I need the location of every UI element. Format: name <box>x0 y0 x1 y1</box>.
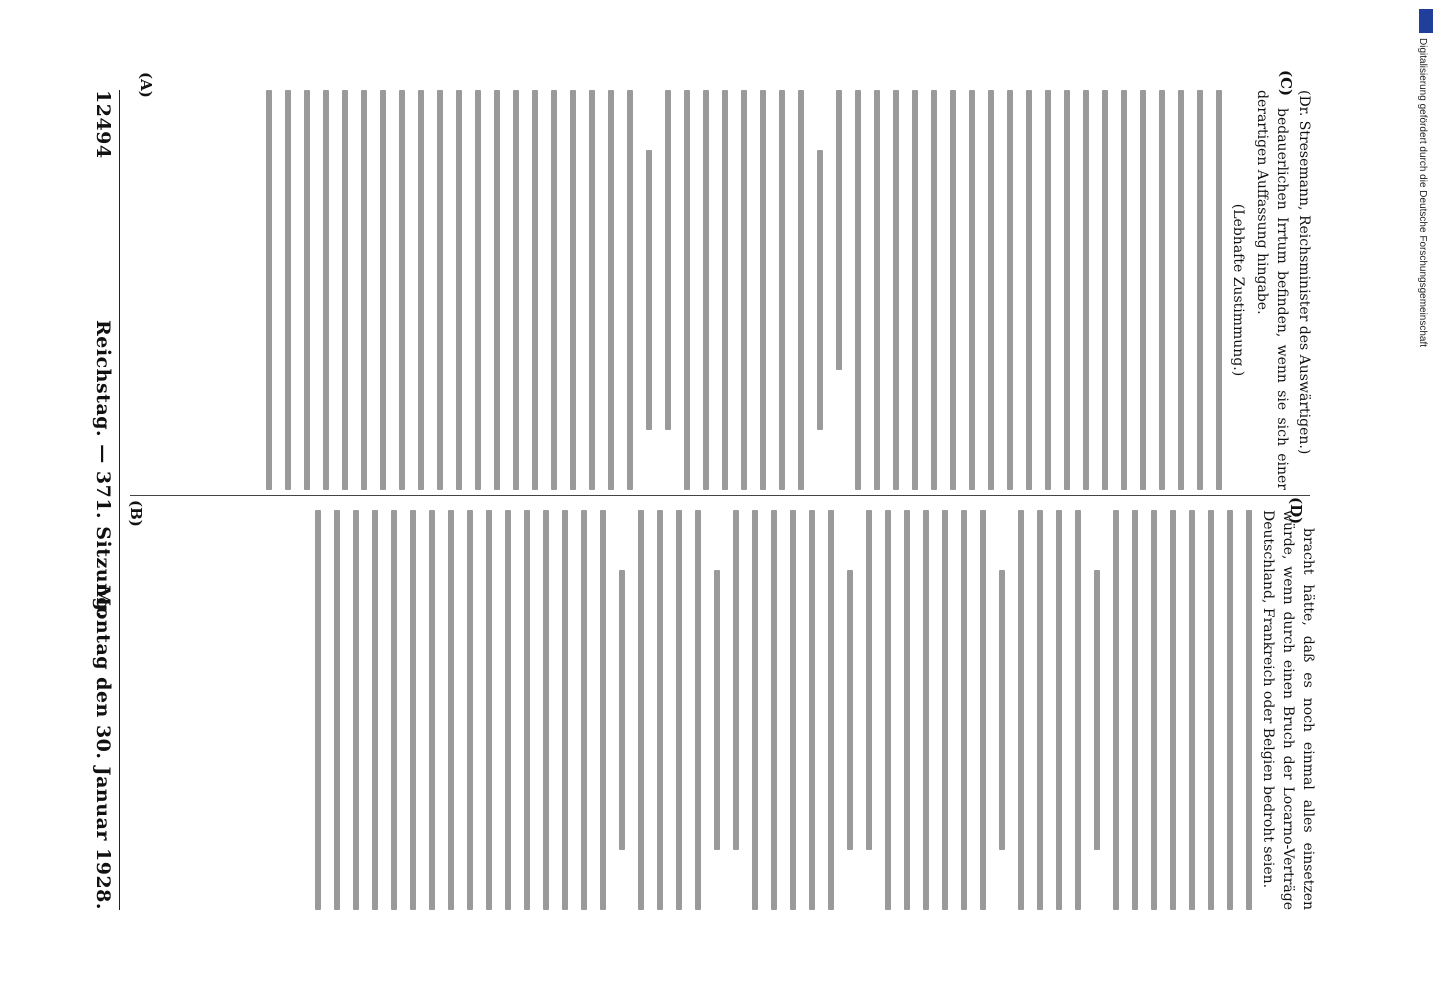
speaker-line: (Dr. Stresemann, Reichsminister des Auswärtigen.) <box>1296 90 1312 455</box>
watermark-strip <box>1418 8 1434 468</box>
column-divider <box>130 495 1310 496</box>
page-number: 12494 <box>92 90 114 159</box>
rotated-page-content <box>30 0 1320 1000</box>
margin-marker-a: (A) <box>137 72 155 98</box>
margin-marker-d: (D) <box>1287 497 1305 525</box>
margin-marker-b: (B) <box>127 500 145 527</box>
running-head <box>78 90 118 910</box>
right-text-lines <box>315 510 1252 910</box>
right-column <box>130 510 1320 910</box>
left-text-lines <box>266 90 1222 490</box>
header-rule <box>119 90 120 910</box>
left-opening-paragraph: bedauerlichen Irrtum befinden, wenn sie sich einer derartigen Auffassung hingabe. <box>1254 90 1290 490</box>
session-title: Reichstag. — 371. Sitzung. <box>92 320 114 619</box>
margin-marker-c: (C) <box>1277 70 1295 97</box>
left-reaction: (Lebhafte Zustimmung.) <box>1230 203 1246 377</box>
right-opening-paragraph: bracht hätte, daß es noch einmal alles einsetzen würde, wenn durch einen Bruch der Locarno-Verträge Deutschland, Frankreich oder Belgien bedroht seien. <box>1260 510 1316 910</box>
left-column <box>130 90 1320 490</box>
session-date: Montag den 30. Januar 1928. <box>92 585 114 910</box>
watermark-text: Digitalisierung gefördert durch die Deutsche Forschungsgemeinschaft <box>1417 38 1428 348</box>
